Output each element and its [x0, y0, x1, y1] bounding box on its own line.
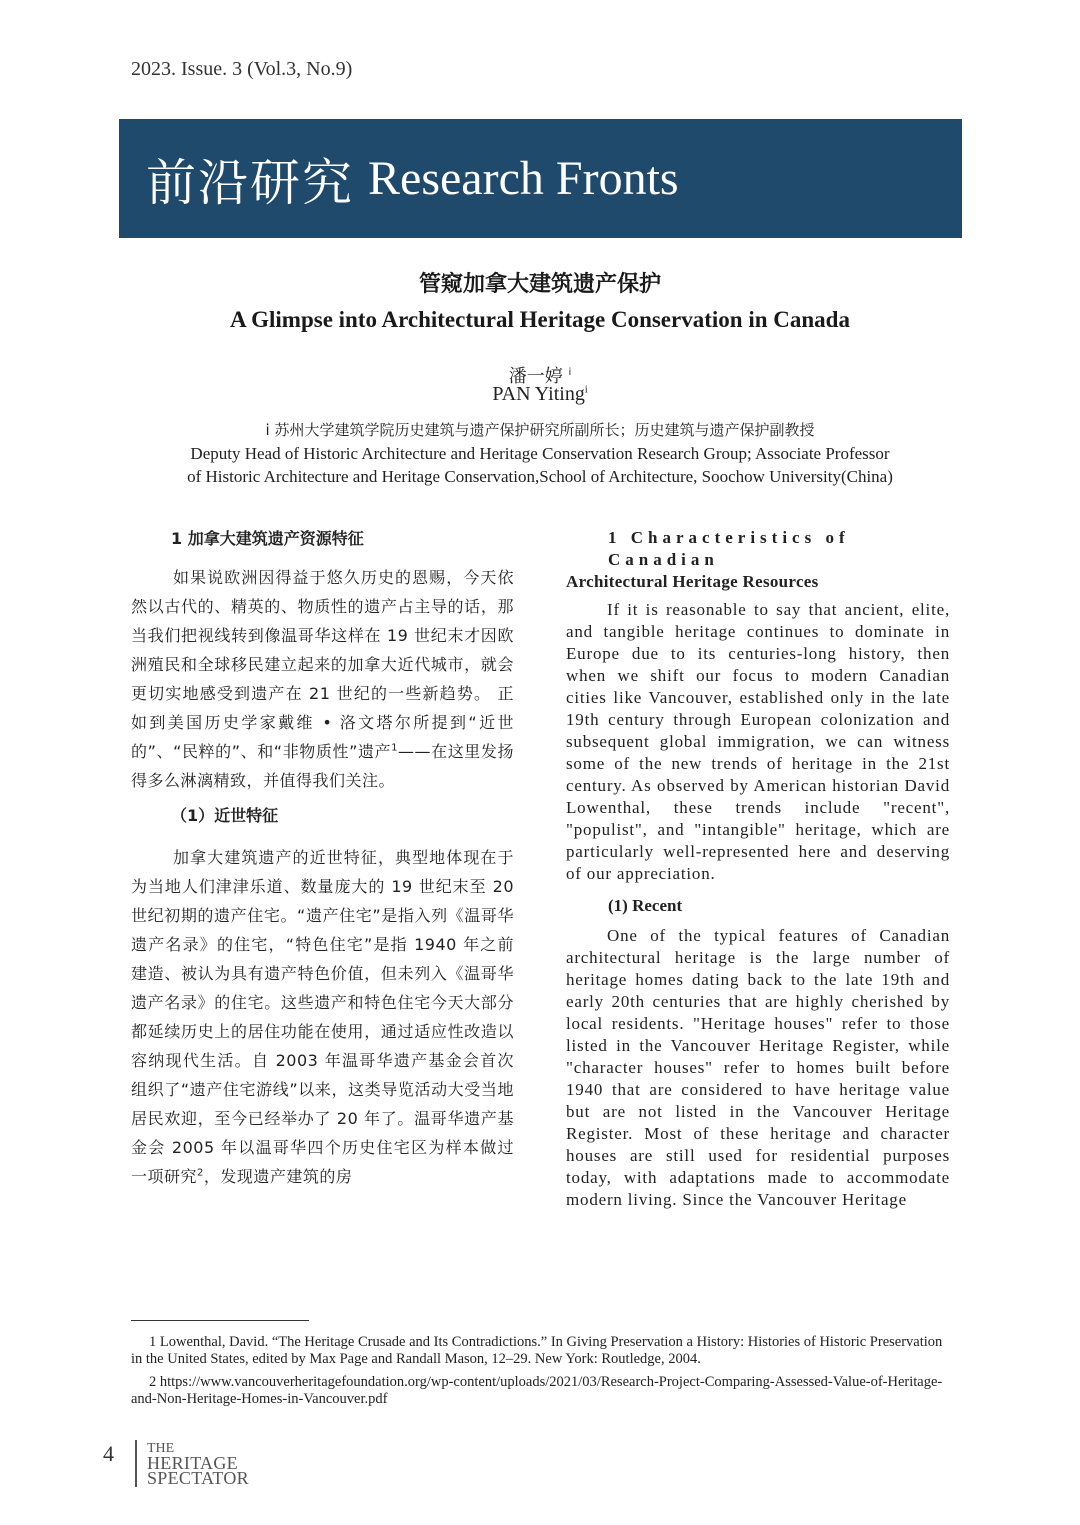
article-title-zh: 管窥加拿大建筑遗产保护	[418, 272, 661, 297]
footnote-ref[interactable]: 2	[197, 1167, 204, 1179]
section-heading-en: 1 Characteristics of Canadian Architectural Heritage Resources	[566, 528, 850, 591]
footer-divider	[135, 1440, 137, 1487]
paragraph-zh: 如果说欧洲因得益于悠久历史的恩赐，今天依然以古代的、精英的、物质性的遗产占主导的话，那当我们把视线转到像温哥华这样在 19 世纪末才因欧洲殖民和全球移民建立起来的加拿大近代城市，就会更切实地感受到遗产在 21 世纪的一些新趋势。 正如到美国历史学家戴维 • 洛文塔尔所提到“近世的”、“民粹的”、和“非物质性”遗产$^1$——在这里发扬得多么淋漓精致，并值得我们关注。	[131, 568, 514, 790]
english-column	[566, 527, 950, 1211]
paragraph-zh: 加拿大建筑遗产的近世特征，典型地体现在于为当地人们津津乐道、数量庞大的 19 世纪末至 20 世纪初期的遗产住宅。“遗产住宅”是指入列《温哥华遗产名录》的住宅，“特色住宅”是指 1940 年之前建造、被认为具有遗产特色价值，但未列入《温哥华遗产名录》的住宅。这些遗产和特色住宅今天大部分都延续历史上的居住功能在使用，通过适应性改造以容纳现代生活。自 2003 年温哥华遗产基金会首次组织了“遗产住宅游线”以来，这类导览活动大受当地居民欢迎，至今已经举办了 20 年了。温哥华遗产基金会 2005 年以温哥华四个历史住宅区为样本做过一项研究$^2$，发现遗产建筑的房	[131, 848, 514, 1186]
section-title-en: Research Fronts	[368, 152, 679, 205]
footnote-1: 1 Lowenthal, David. “The Heritage Crusade and Its Contradictions.” In Giving Preservation a History: Histories of Historic Preservation in the United States, edited by Max Page and Randall Mason, 12–29. New York: Routledge, 2004.	[131, 1334, 943, 1367]
footnote-2[interactable]: 2 https://www.vancouverheritagefoundation.org/wp-content/uploads/2021/03/Research-Project-Comparing-Assessed-Value-of-Heritage-and-Non-Heritage-Homes-in-Vancouver.pdf	[131, 1374, 943, 1407]
author-name-zh: 潘一婷 $^i$	[508, 366, 572, 387]
affiliation-en: Deputy Head of Historic Architecture and Heritage Conservation Research Group; Associate Professor of Historic Architecture and Heritage Conservation,School of Architecture, Soochow University(China)	[187, 444, 893, 486]
chinese-column	[131, 525, 514, 1191]
author-name-en: PAN Yiting$^i$	[492, 383, 588, 405]
section-title-zh: 前沿研究	[146, 153, 354, 212]
section-banner	[119, 119, 962, 238]
subsection-heading-zh: （1）近世特征	[171, 806, 279, 825]
paragraph-en: If it is reasonable to say that ancient, elite, and tangible heritage continues to dominate in Europe due to its centuries-long history, then when we shift our focus to modern Canadian cities like Vancouver, established only in the late 19th century through European colonization and subsequent global immigration, we can witness some of the new trends of heritage in the 21st century. As observed by American historian David Lowenthal, these trends include "recent", "populist", and "intangible" heritage, which are particularly well-represented here and deserving of our appreciation.	[566, 600, 950, 883]
footnote-ref[interactable]: 1	[391, 742, 399, 754]
footnote-divider	[131, 1320, 309, 1321]
section-heading-zh: 1 加拿大建筑遗产资源特征	[171, 529, 364, 548]
article-title-en: A Glimpse into Architectural Heritage Conservation in Canada	[230, 307, 850, 332]
subsection-heading-en: (1) Recent	[608, 896, 683, 915]
journal-logo: THE HERITAGE SPECTATOR	[147, 1441, 249, 1488]
paragraph-en: One of the typical features of Canadian architectural heritage is the large number of heritage homes dating back to the late 19th and early 20th centuries that are highly cherished by local residents. "Heritage houses" refer to those listed in the Vancouver Heritage Register, while "character houses" refer to homes built before 1940 that are considered to have heritage value but are not listed in the Vancouver Heritage Register. Most of these heritage and character houses are still used for residential purposes today, with adaptations made to accommodate modern living. Since the Vancouver Heritage	[566, 926, 950, 1209]
affiliation-zh: i 苏州大学建筑学院历史建筑与遗产保护研究所副所长；历史建筑与遗产保护副教授	[265, 421, 815, 439]
page-number: 4	[103, 1441, 114, 1466]
issue-label: 2023. Issue. 3 (Vol.3, No.9)	[131, 58, 353, 80]
